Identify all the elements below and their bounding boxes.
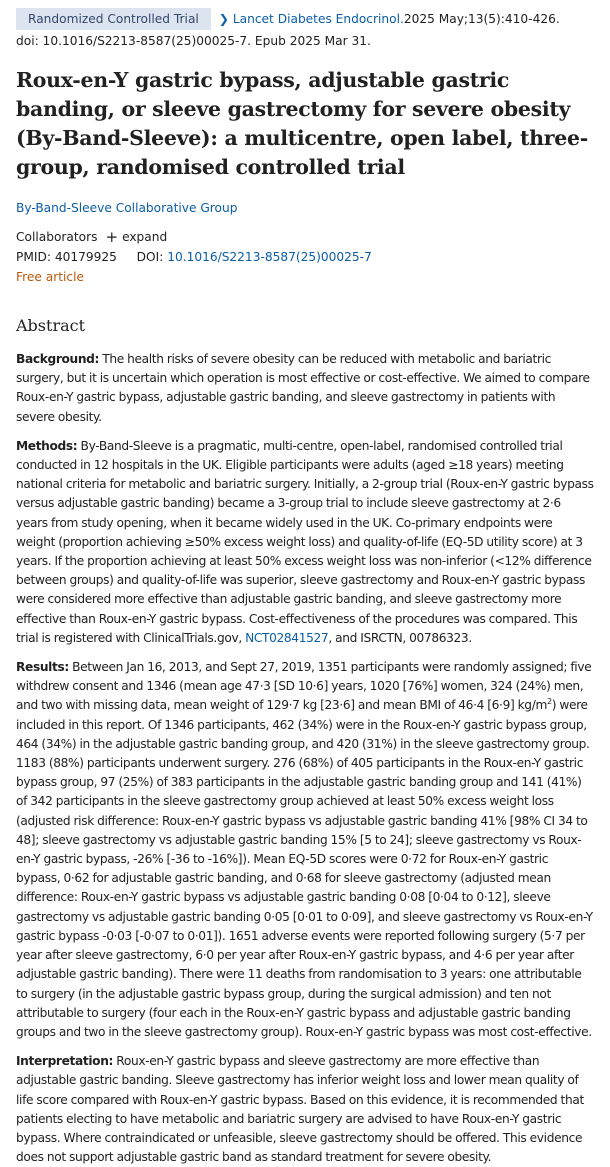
- collaborators-row: [16, 227, 594, 247]
- article-page: [0, 8, 610, 1167]
- interpretation-text: Roux-en-Y gastric bypass and sleeve gastrectomy are more effective than adjustable gastric banding. Sleeve gastrectomy has inferior weight loss and lower mean quality of life score compared with Roux-en-Y gastric bypass. Based on this evidence, it is recommended that patients electing to have metabolic and bariatric surgery are advised to have Roux-en-Y gastric bypass. Where contraindicated or unfeasible, sleeve gastrectomy should be offered. This evidence does not support adjustable gastric band as standard treatment for severe obesity.: [16, 1054, 584, 1165]
- expand-label: expand: [122, 230, 168, 244]
- doi-label: DOI:: [136, 250, 164, 264]
- citation-details: 2025 May;13(5):410-426.: [403, 12, 560, 26]
- pmid-value: 40179925: [54, 250, 117, 264]
- interpretation-label: Interpretation:: [16, 1054, 114, 1069]
- pmid-label: PMID:: [16, 250, 51, 264]
- doi-link[interactable]: 10.1016/S2213-8587(25)00025-7: [167, 250, 372, 264]
- author-link[interactable]: By-Band-Sleeve Collaborative Group: [16, 201, 238, 215]
- free-article-label: Free article: [16, 270, 84, 284]
- abstract-methods: [16, 437, 594, 648]
- article-citation-header: [16, 8, 594, 30]
- methods-text-after: , and ISRCTN, 00786323.: [328, 630, 472, 645]
- collaborators-label: Collaborators: [16, 230, 98, 244]
- methods-text: By-Band-Sleeve is a pragmatic, multi-centre, open-label, randomised controlled trial conducted in 12 hospitals in the UK. Eligible participants were adults (aged ≥18 years) meeting national criteria for metabolic and bariatric surgery. Initially, a 2-group trial (Roux-en-Y gastric bypass versus adjustable gastric banding) became a 3-group trial to include sleeve gastrectomy at 2·6 years from study opening, when it became widely used in the UK. Co-primary endpoints were weight (proportion achieving ≥50% excess weight loss) and quality-of-life (EQ-5D utility score) at 3 years. If the proportion achieving at least 50% excess weight loss was non-inferior (<12% difference between groups) and quality-of-life was superior, sleeve gastrectomy and Roux-en-Y gastric bypass were considered more effective than adjustable gastric banding, and sleeve gastrectomy more effective than Roux-en-Y gastric bypass. Cost-effectiveness of the procedures was compared. This trial is registered with ClinicalTrials.gov,: [16, 438, 594, 645]
- methods-label: Methods:: [16, 438, 78, 453]
- results-text: Between Jan 16, 2013, and Sept 27, 2019, 1351 participants were randomly assigned; five withdrew consent and 1346 (mean age 47·3 [SD 10·6] years, 1020 [76%] women, 324 (24%) men, and two with missing data, mean weight of 129·7 kg [23·6] and mean BMI of 46·4 [6·9] kg/m: [16, 660, 592, 713]
- chevron-right-icon: ❯: [218, 12, 229, 26]
- abstract-heading: Abstract: [16, 316, 86, 335]
- article-title: Roux-en-Y gastric bypass, adjustable gastric banding, or sleeve gastrectomy for severe obesity (By-Band-Sleeve): a multicentre, open label, three-group, randomised controlled trial: [16, 68, 588, 179]
- background-text: The health risks of severe obesity can be reduced with metabolic and bariatric surgery, but it is uncertain which operation is most effective or cost-effective. We aimed to compare Roux-en-Y gastric bypass, adjustable gastric banding, and sleeve gastrectomy in patients with severe obesity.: [16, 352, 590, 424]
- superscript-2: 2: [546, 697, 552, 707]
- abstract-interpretation: [16, 1052, 594, 1167]
- results-label: Results:: [16, 660, 69, 675]
- authors-list: [16, 198, 594, 218]
- identifiers-row: [16, 247, 594, 267]
- background-label: Background:: [16, 352, 100, 366]
- doi-epub-line: doi: 10.1016/S2213-8587(25)00025-7. Epub 2025 Mar 31.: [16, 34, 371, 48]
- abstract-background: [16, 350, 594, 427]
- results-text-after: ) were included in this report. Of 1346 participants, 462 (34%) were in the Roux-en-Y gastric bypass group, 464 (34%) in the adjustable gastric banding group, and 420 (31%) in the sleeve gastrectomy group. 1183 (88%) participants underwent surgery. 276 (68%) of 405 participants in the Roux-en-Y gastric bypass group, 97 (25%) of 383 participants in the adjustable gastric banding group and 141 (41%) of 342 participants in the sleeve gastrectomy group achieved at least 50% excess weight loss (adjusted risk difference: Roux-en-Y gastric bypass vs adjustable gastric banding 41% [98% CI 34 to 48]; sleeve gastrectomy vs adjustable gastric banding 15% [5 to 24]; sleeve gastrectomy vs Roux-en-Y gastric bypass, -26% [-36 to -16%]). Mean EQ-5D scores were 0·72 for Roux-en-Y gastric bypass, 0·62 for adjustable gastric banding, and 0·68 for sleeve gastrectomy (adjusted mean difference: Roux-en-Y gastric bypass vs adjustable gastric banding 0·08 [0·04 to 0·12], sleeve gastrectomy vs adjustable gastric banding 0·05 [0·01 to 0·09], and sleeve gastrectomy vs Roux-en-Y gastric bypass -0·03 [-0·07 to 0·01]). 1651 adverse events were reported following surgery (5·7 per year after sleeve gastrectomy, 6·0 per year after Roux-en-Y gastric bypass, and 4·6 per year after adjustable gastric banding). There were 11 deaths from randomisation to 3 years: one attributable to surgery (in the adjustable gastric bypass group, during the surgical admission) and ten not attributable to surgery (four each in the Roux-en-Y gastric bypass and adjustable gastric banding groups and two in the sleeve gastrectomy group). Roux-en-Y gastric bypass was most cost-effective.: [16, 698, 593, 1039]
- journal-link[interactable]: Lancet Diabetes Endocrinol.: [232, 12, 404, 26]
- expand-collaborators-button[interactable]: [105, 227, 167, 247]
- abstract-results: [16, 658, 594, 1042]
- clinical-trial-link[interactable]: NCT02841527: [245, 630, 329, 645]
- plus-icon: +: [105, 227, 119, 246]
- publication-type-badge: Randomized Controlled Trial: [16, 8, 211, 30]
